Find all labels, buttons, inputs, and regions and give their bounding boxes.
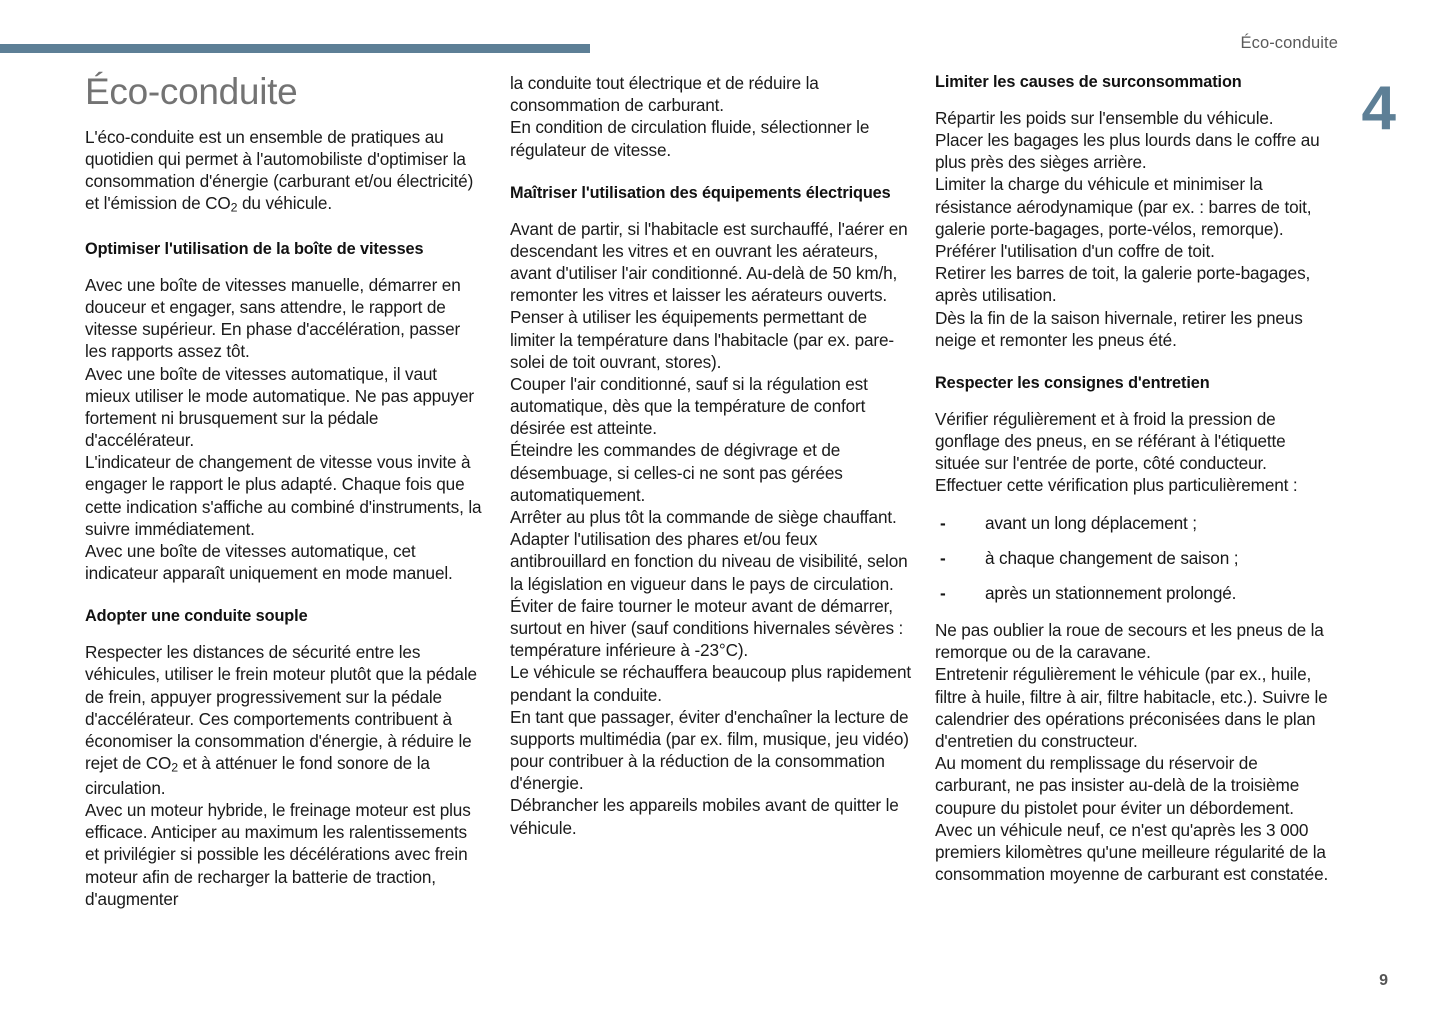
heading-limiter-surconsommation: Limiter les causes de surconsommation (935, 73, 1242, 91)
list-item (935, 512, 1335, 534)
paragraph-couper-air-conditionne: Couper l'air conditionné, sauf si la régulation est automatique, dès que la température de confort désirée est atteinte. (510, 373, 868, 439)
column-right (935, 72, 1335, 910)
paragraph-indicateur-changement: L'indicateur de changement de vitesse vous invite à engager le rapport le plus adapté. Chaque fois que cette indication s'affiche au combiné d'instruments, la suivre immédiatement. (85, 452, 482, 539)
paragraph-moteur-hybride: Avec un moteur hybride, le freinage moteur est plus efficace. Anticiper au maximum les ralentissements et privilégier si possible les décélérations avec frein moteur afin de recharger la batterie de traction, d'augmenter (85, 800, 471, 909)
list-item-label: à chaque changement de saison ; (985, 547, 1239, 568)
page-number: 9 (1379, 972, 1388, 989)
heading-conduite-souple: Adopter une conduite souple (85, 607, 308, 626)
heading-consignes-entretien: Respecter les consignes d'entretien (935, 373, 1210, 392)
dash-bullet-icon: - (940, 582, 946, 603)
paragraph-regulateur-vitesse: En condition de circulation fluide, sélectionner le régulateur de vitesse. (510, 117, 870, 160)
chapter-number: 4 (1361, 74, 1395, 143)
paragraph-limiter-charge: Limiter la charge du véhicule et minimiser la résistance aérodynamique (par ex. : barres de toit, galerie porte-bagages, porte-vélos, remorque). Préférer l'utilisation d'un coffre de toit. (935, 174, 1312, 261)
paragraph-distances-part2: et à atténuer le fond sonore de la circulation. (85, 753, 430, 798)
paragraph-vehicule-neuf: Avec un véhicule neuf, ce n'est qu'après les 3 000 premiers kilomètres qu'une meilleure régularité de la consommation moyenne de carburant est constatée. (935, 819, 1329, 885)
list-item (935, 547, 1335, 569)
paragraph-pression-pneus: Vérifier régulièrement et à froid la pression de gonflage des pneus, en se référant à l'étiquette située sur l'entrée de porte, côté conducteur. Effectuer cette vérification plus particulièrement : (935, 408, 1298, 496)
paragraph-degivrage-desembuage: Éteindre les commandes de dégivrage et de désembuage, si celles-ci ne sont pas gérées automatiquement. (510, 440, 843, 505)
dash-bullet-icon: - (940, 547, 946, 568)
paragraph-debrancher-appareils: Débrancher les appareils mobiles avant de quitter le véhicule. (510, 795, 899, 838)
intro-line-3: d'optimiser la consommation d'énergie (85, 148, 466, 192)
paragraph-boite-automatique: Avec une boîte de vitesses automatique, il vaut mieux utiliser le mode automatique. Ne pas appuyer fortement ni brusquement sur la pédale d'accélérateur. (85, 363, 474, 451)
paragraph-indicateur-mode-manuel: Avec une boîte de vitesses automatique, cet indicateur apparaît uniquement en mode manuel. (85, 541, 453, 584)
paragraph-pneus-saison: Dès la fin de la saison hivernale, retirer les pneus neige et remonter les pneus été. (935, 307, 1303, 350)
paragraph-retirer-barres-toit: Retirer les barres de toit, la galerie porte-bagages, après utilisation. (935, 263, 1311, 306)
paragraph-habitacle-surchauffe: Avant de partir, si l'habitacle est surchauffé, l'aérer en descendant les vitres et en ouvrant les aérateurs, avant d'utiliser l'air conditionné. Au-delà de 50 km/h, remonter les vitres et laisser les aérateurs ouverts. (510, 218, 908, 306)
heading-equipements-electriques: Maîtriser l'utilisation des équipements électriques (510, 183, 891, 202)
list-item-label: après un stationnement prolongé. (985, 582, 1237, 603)
intro-line-2: au quotidien qui permet à l'automobiliste (85, 126, 444, 169)
column-middle (510, 72, 914, 910)
intro-line-1: L'éco-conduite est un ensemble de pratiques (85, 126, 421, 147)
verification-list (935, 512, 1335, 605)
intro-paragraph (85, 126, 485, 217)
co2-subscript-2: 2 (171, 760, 178, 775)
dash-bullet-icon: - (940, 512, 946, 533)
paragraph-phares-antibrouillard: Adapter l'utilisation des phares et/ou feux antibrouillard en fonction du niveau de visibilité, selon la législation en vigueur dans le pays de circulation. (510, 529, 908, 594)
paragraph-rechauffement-vehicule: Le véhicule se réchauffera beaucoup plus rapidement pendant la conduite. (510, 662, 911, 705)
paragraph-remplissage-reservoir: Au moment du remplissage du réservoir de carburant, ne pas insister au-delà de la troisième coupure du pistolet pour éviter un débordement. (935, 753, 1300, 818)
heading-optimiser-boite-vitesses: Optimiser l'utilisation de la boîte de vitesses (85, 239, 424, 258)
paragraph-moteur-avant-demarrer: Éviter de faire tourner le moteur avant de démarrer, surtout en hiver (sauf conditions hivernales sévères : température inférieure à -23°C). (510, 595, 904, 661)
paragraph-repartir-poids: Répartir les poids sur l'ensemble du véhicule. (935, 107, 1274, 128)
running-header-title: Éco-conduite (1240, 34, 1338, 52)
paragraph-boite-manuelle: Avec une boîte de vitesses manuelle, démarrer en douceur et engager, sans attendre, le rapport de vitesse supérieur. En phase d'accélération, passer les rapports assez tôt. (85, 274, 461, 362)
intro-tail: du véhicule. (237, 193, 332, 214)
list-item-label: avant un long déplacement ; (985, 512, 1197, 533)
paragraph-conduite-electrique-continued: la conduite tout électrique et de réduire la consommation de carburant. (510, 73, 819, 116)
page-body (85, 72, 1360, 910)
paragraph-passager-multimedia: En tant que passager, éviter d'enchaîner la lecture de supports multimédia (par ex. film, musique, jeu vidéo) pour contribuer à la réduction de la consommation d'énergie. (510, 706, 909, 794)
paragraph-entretien-vehicule: Entretenir régulièrement le véhicule (par ex., huile, filtre à huile, filtre à air, filtre habitacle, etc.). Suivre le calendrier des opérations préconisées dans le plan d'entretien du constructeur. (935, 664, 1328, 752)
paragraph-limiter-temperature: Penser à utiliser les équipements permettant de limiter la température dans l'habitacle (par ex. pare-solei de toit ouvrant, stores). (510, 307, 894, 372)
paragraph-roue-secours: Ne pas oublier la roue de secours et les pneus de la remorque ou de la caravane. (935, 620, 1324, 663)
page-title: Éco-conduite (85, 71, 298, 112)
paragraph-siege-chauffant: Arrêter au plus tôt la commande de siège chauffant. (510, 507, 897, 528)
co2-label: CO (205, 193, 231, 214)
list-item (935, 582, 1335, 604)
paragraph-distances-part1: Respecter les distances de sécurité entre les véhicules, utiliser le frein moteur plutôt que la pédale de frein, appuyer progressivement sur la pédale d'accélérateur. Ces comportements contribuent à économiser la consommation d'énergie, à réduire le rejet de CO (85, 642, 477, 774)
intro-line-4: (carburant et/ou électricité) et l'émission de (85, 171, 474, 214)
co2-subscript: 2 (230, 200, 238, 215)
paragraph-placer-bagages: Placer les bagages les plus lourds dans le coffre au plus près des sièges arrière. (935, 130, 1320, 173)
column-left (85, 72, 485, 910)
header-accent-bar (0, 44, 590, 53)
paragraph-distances-securite (85, 641, 485, 799)
